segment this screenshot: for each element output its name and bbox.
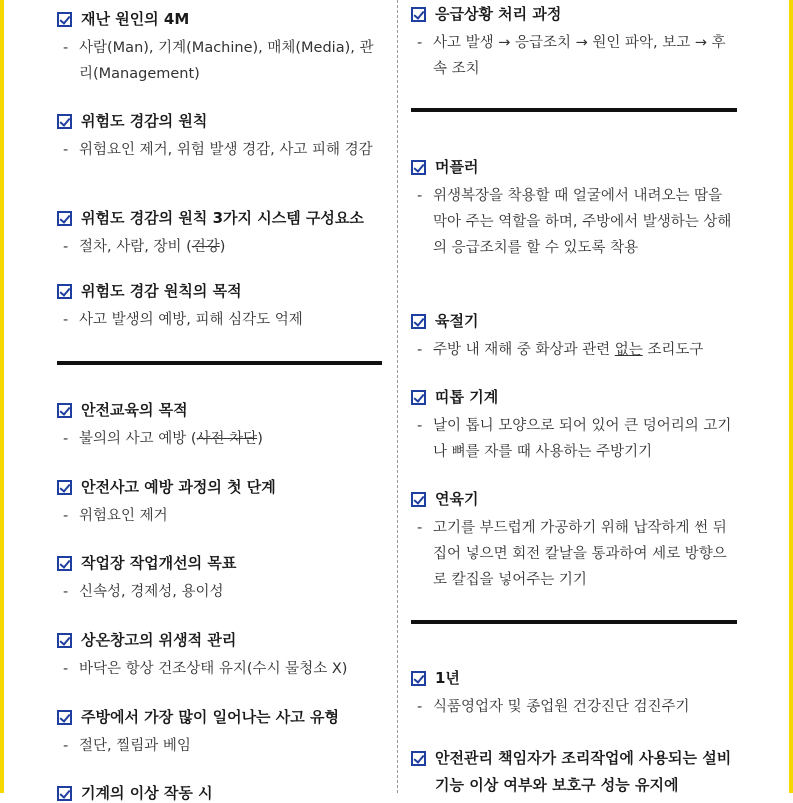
checkbox-icon	[57, 480, 72, 495]
note-body: 날이 톱니 모양으로 되어 있어 큰 덩어리의 고기나 뼈를 자를 때 사용하는 주방기기	[433, 418, 732, 460]
note-item: 안전교육의 목적 - 불의의 사고 예방 (사전 차단)	[57, 400, 382, 452]
note-body: 위험요인 제거, 위험 발생 경감, 사고 피해 경감	[79, 142, 373, 158]
checkbox-icon	[411, 7, 426, 22]
note-title: 안전관리 책임자가 조리작업에 사용되는 설비기능 이상 여부와 보호구 성능 유지에	[435, 749, 732, 794]
checkbox-icon	[57, 633, 72, 648]
note-title: 육절기	[435, 312, 479, 330]
note-underline: 없는	[614, 342, 643, 358]
checkbox-icon	[57, 284, 72, 299]
checkbox-icon	[411, 314, 426, 329]
note-body: 신속성, 경제성, 용이성	[79, 584, 224, 600]
note-body: 사고 발생의 예방, 피해 심각도 억제	[79, 312, 303, 328]
note-strikethrough: 사전 차단	[196, 431, 258, 447]
note-item	[57, 783, 382, 803]
note-item: 육절기 - 주방 내 재해 중 화상과 관련 없는 조리도구	[411, 311, 737, 363]
right-yellow-border	[789, 0, 793, 793]
note-title: 기계의 이상 작동 시	[81, 784, 213, 802]
note-title: 위험도 경감의 원칙 3가지 시스템 구성요소	[81, 209, 364, 227]
note-title: 응급상황 처리 과정	[435, 5, 562, 23]
note-body: 고기를 부드럽게 가공하기 위해 납작하게 썬 뒤 집어 넣으면 회전 칼날을 통과하여 세로 방향으로 칼집을 넣어주는 기기	[433, 520, 727, 588]
note-item: 응급상황 처리 과정 - 사고 발생 → 응급조치 → 원인 파악, 보고 → 후속 조치	[411, 4, 737, 82]
column-divider	[397, 0, 398, 793]
note-title: 머플러	[435, 158, 479, 176]
note-body: 사람(Man), 기계(Machine), 매체(Media), 관리(Management)	[79, 40, 374, 82]
note-item: 재난 원인의 4M - 사람(Man), 기계(Machine), 매체(Media), 관리(Management)	[57, 9, 382, 87]
note-item: 주방에서 가장 많이 일어나는 사고 유형 - 절단, 찔림과 베임	[57, 707, 382, 759]
note-title: 띠톱 기계	[435, 388, 499, 406]
note-item: 위험도 경감의 원칙 - 위험요인 제거, 위험 발생 경감, 사고 피해 경감	[57, 111, 382, 163]
checkbox-icon	[57, 211, 72, 226]
checkbox-icon	[411, 671, 426, 686]
note-item: 1년 - 식품영업자 및 종업원 건강진단 검진주기	[411, 668, 737, 720]
note-title: 위험도 경감의 원칙	[81, 112, 208, 130]
note-body: 바닥은 항상 건조상태 유지(수시 물청소 X)	[79, 661, 348, 677]
section-divider	[411, 620, 737, 624]
note-title: 위험도 경감 원칙의 목적	[81, 282, 242, 300]
checkbox-icon	[411, 160, 426, 175]
section-divider	[411, 108, 737, 112]
checkbox-icon	[57, 786, 72, 801]
note-body: 위험요인 제거	[79, 508, 168, 524]
note-body: 위생복장을 착용할 때 얼굴에서 내려오는 땀을 막아 주는 역할을 하며, 주방에서 발생하는 상해의 응급조치를 할 수 있도록 착용	[433, 188, 732, 256]
note-title: 연육기	[435, 490, 479, 508]
note-title: 주방에서 가장 많이 일어나는 사고 유형	[81, 708, 339, 726]
left-yellow-border	[0, 0, 4, 793]
note-body: 식품영업자 및 종업원 건강진단 검진주기	[433, 699, 690, 715]
checkbox-icon	[411, 751, 426, 766]
note-body: 사고 발생 → 응급조치 → 원인 파악, 보고 → 후속 조치	[433, 35, 726, 77]
note-item: 연육기 - 고기를 부드럽게 가공하기 위해 납작하게 썬 뒤 집어 넣으면 회전 칼날을 통과하여 세로 방향으로 칼집을 넣어주는 기기	[411, 489, 737, 593]
note-title: 재난 원인의 4M	[81, 10, 190, 28]
note-title: 상온창고의 위생적 관리	[81, 631, 237, 649]
note-title: 안전사고 예방 과정의 첫 단계	[81, 478, 276, 496]
note-strikethrough: 건강	[191, 239, 220, 255]
note-body: 절단, 찔림과 베임	[79, 738, 191, 754]
checkbox-icon	[411, 390, 426, 405]
note-item: 위험도 경감 원칙의 목적 - 사고 발생의 예방, 피해 심각도 억제	[57, 281, 382, 333]
note-body: 절차, 사람, 장비 (	[79, 239, 192, 255]
note-item: 띠톱 기계 - 날이 톱니 모양으로 되어 있어 큰 덩어리의 고기나 뼈를 자를 때 사용하는 주방기기	[411, 387, 737, 465]
note-item: 상온창고의 위생적 관리 - 바닥은 항상 건조상태 유지(수시 물청소 X)	[57, 630, 382, 682]
section-divider	[57, 361, 382, 365]
checkbox-icon	[57, 403, 72, 418]
checkbox-icon	[57, 114, 72, 129]
note-item: 위험도 경감의 원칙 3가지 시스템 구성요소 - 절차, 사람, 장비 (건강)	[57, 208, 382, 260]
note-body: 불의의 사고 예방 (	[79, 431, 197, 447]
note-title: 안전교육의 목적	[81, 401, 188, 419]
checkbox-icon	[57, 12, 72, 27]
checkbox-icon	[57, 556, 72, 571]
note-body: 주방 내 재해 중 화상과 관련	[433, 342, 615, 358]
note-item	[411, 745, 737, 799]
note-item: 머플러 - 위생복장을 착용할 때 얼굴에서 내려오는 땀을 막아 주는 역할을 하며, 주방에서 발생하는 상해의 응급조치를 할 수 있도록 착용	[411, 157, 737, 261]
note-title: 1년	[435, 669, 460, 687]
note-title: 작업장 작업개선의 목표	[81, 554, 237, 572]
checkbox-icon	[411, 492, 426, 507]
note-item: 안전사고 예방 과정의 첫 단계 - 위험요인 제거	[57, 477, 382, 529]
checkbox-icon	[57, 710, 72, 725]
note-item: 작업장 작업개선의 목표 - 신속성, 경제성, 용이성	[57, 553, 382, 605]
